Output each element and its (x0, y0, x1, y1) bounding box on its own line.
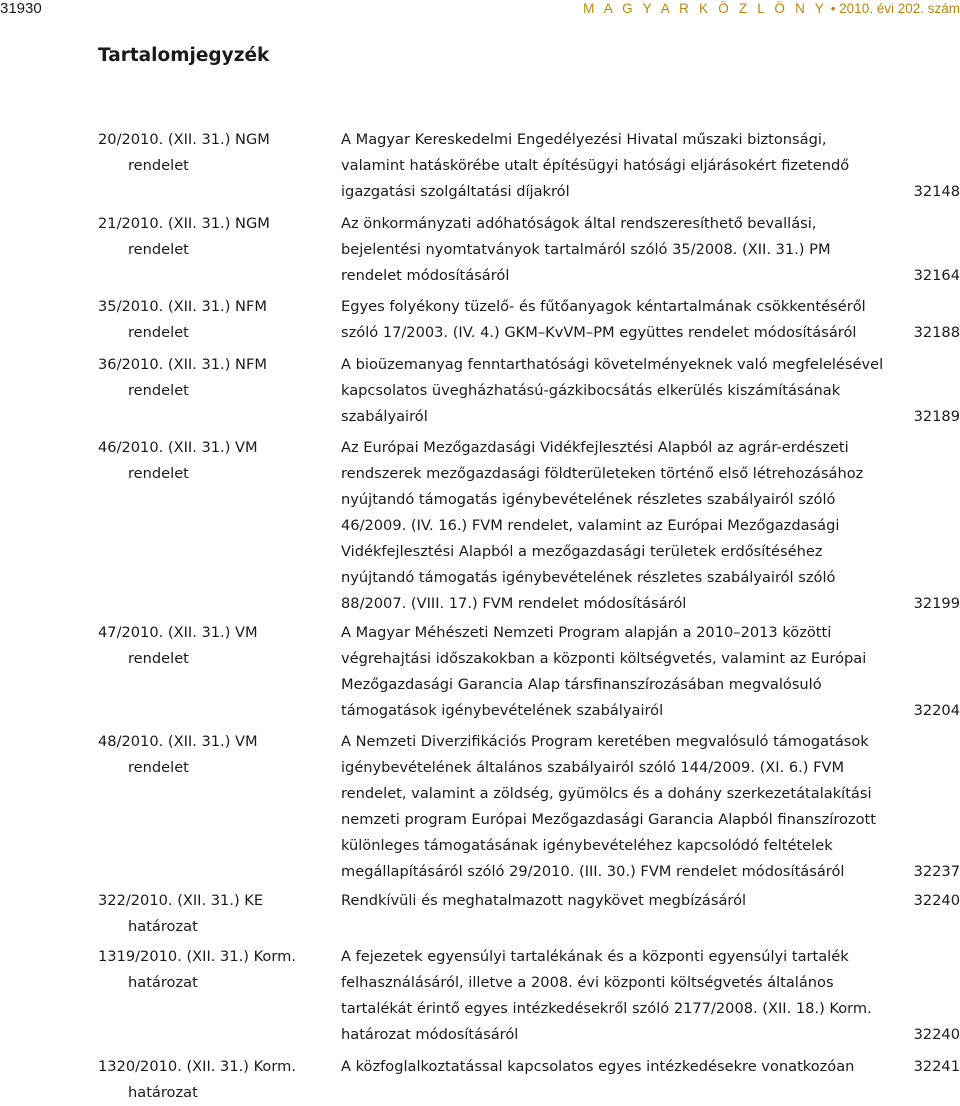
entry-page: 32237 (913, 863, 960, 880)
document-id (98, 620, 308, 672)
entry-page: 32188 (913, 324, 960, 341)
entry-description: A bioüzemanyag fenntarthatósági követelményeknek való megfelelésével kapcsolatos üvegházhatású-gázkibocsátás elkerülés kiszámításának szabályairól (341, 356, 884, 425)
entry-description: Rendkívüli és meghatalmazott nagykövet megbízásáról (341, 892, 747, 909)
document-id (98, 127, 308, 179)
document-id (98, 944, 308, 996)
document-id (98, 1054, 308, 1106)
journal-name: M A G Y A R K Ö Z L Ö N Y (583, 1, 827, 16)
entry-description: Az önkormányzati adóhatóságok által rendszeresíthető bevallási, bejelentési nyomtatványok tartalmáról szóló 35/2008. (XII. 31.) PM rendelet módosításáról (341, 215, 831, 284)
document-id (98, 435, 308, 487)
page-number: 31930 (0, 0, 42, 17)
document-type: határozat (128, 918, 198, 935)
document-number: 1319/2010. (XII. 31.) Korm. (98, 948, 296, 965)
document-number: 21/2010. (XII. 31.) NGM (98, 215, 270, 232)
journal-issue: • 2010. évi 202. szám (826, 1, 960, 16)
document-number: 47/2010. (XII. 31.) VM (98, 624, 258, 641)
document-number: 48/2010. (XII. 31.) VM (98, 733, 258, 750)
document-id (98, 729, 308, 781)
entry-description: Az Európai Mezőgazdasági Vidékfejlesztési Alapból az agrár-erdészeti rendszerek mezőgazdasági földterületeken történő első létrehozásához nyújtandó támogatás igénybevételének részletes szabályairól szóló 46/2009. (IV. 16.) FVM rendelet, valamint az Európai Mezőgazdasági Vidékfejlesztési Alapból a mezőgazdasági területek erdősítéséhez nyújtandó támogatás igénybevételének részletes szabályairól szóló 88/2007. (VIII. 17.) FVM rendelet módosításáról (341, 439, 864, 612)
entry-description: A közfoglalkoztatással kapcsolatos egyes intézkedésekre vonatkozóan (341, 1058, 855, 1075)
document-type: határozat (128, 974, 198, 991)
entry-page: 32199 (913, 595, 960, 612)
journal-title (583, 0, 960, 18)
entry-page: 32240 (913, 892, 960, 909)
document-type: rendelet (128, 382, 189, 399)
entry-page: 32148 (913, 183, 960, 200)
document-type: rendelet (128, 157, 189, 174)
document-id (98, 888, 308, 940)
entry-description: A Magyar Méhészeti Nemzeti Program alapján a 2010–2013 közötti végrehajtási időszakokban a központi költségvetés, valamint az Európai Mezőgazdasági Garancia Alap társfinanszírozásában megvalósuló támogatások igénybevételének szabályairól (341, 624, 867, 719)
document-number: 322/2010. (XII. 31.) KE (98, 892, 264, 909)
document-number: 36/2010. (XII. 31.) NFM (98, 356, 267, 373)
entry-page: 32241 (913, 1058, 960, 1075)
document-number: 35/2010. (XII. 31.) NFM (98, 298, 267, 315)
document-type: határozat (128, 1084, 198, 1101)
document-number: 1320/2010. (XII. 31.) Korm. (98, 1058, 296, 1075)
entry-description: A fejezetek egyensúlyi tartalékának és a központi egyensúlyi tartalék felhasználásáról, illetve a 2008. évi központi költségvetés általános tartalékát érintő egyes intézkedésekről szóló 2177/2008. (XII. 18.) Korm. határozat módosításáról (341, 948, 872, 1043)
entry-page: 32240 (913, 1026, 960, 1043)
document-number: 20/2010. (XII. 31.) NGM (98, 131, 270, 148)
entry-page: 32204 (913, 702, 960, 719)
entry-description: A Magyar Kereskedelmi Engedélyezési Hivatal műszaki biztonsági, valamint hatáskörébe utalt építésügyi hatósági eljárásokért fizetendő igazgatási szolgáltatási díjakról (341, 131, 850, 200)
entry-page: 32164 (913, 267, 960, 284)
document-number: 46/2010. (XII. 31.) VM (98, 439, 258, 456)
entry-page: 32189 (913, 408, 960, 425)
document-id (98, 211, 308, 263)
document-id (98, 352, 308, 404)
page-header (0, 0, 960, 24)
entry-description: Egyes folyékony tüzelő- és fűtőanyagok kéntartalmának csökkentéséről szóló 17/2003. (IV. 4.) GKM–KvVM–PM együttes rendelet módosításáról (341, 298, 866, 341)
document-type: rendelet (128, 759, 189, 776)
document-type: rendelet (128, 650, 189, 667)
document-type: rendelet (128, 324, 189, 341)
toc-title: Tartalomjegyzék (98, 45, 270, 66)
document-id (98, 294, 308, 346)
document-type: rendelet (128, 465, 189, 482)
document-type: rendelet (128, 241, 189, 258)
entry-description: A Nemzeti Diverzifikációs Program keretében megvalósuló támogatások igénybevételének általános szabályairól szóló 144/2009. (XI. 6.) FVM rendelet, valamint a zöldség, gyümölcs és a dohány szerkezetátalakítási nemzeti program Európai Mezőgazdasági Garancia Alapból finanszírozott különleges támogatásának igénybevételéhez kapcsolódó feltételek megállapításáról szóló 29/2010. (III. 30.) FVM rendelet módosításáról (341, 733, 876, 880)
